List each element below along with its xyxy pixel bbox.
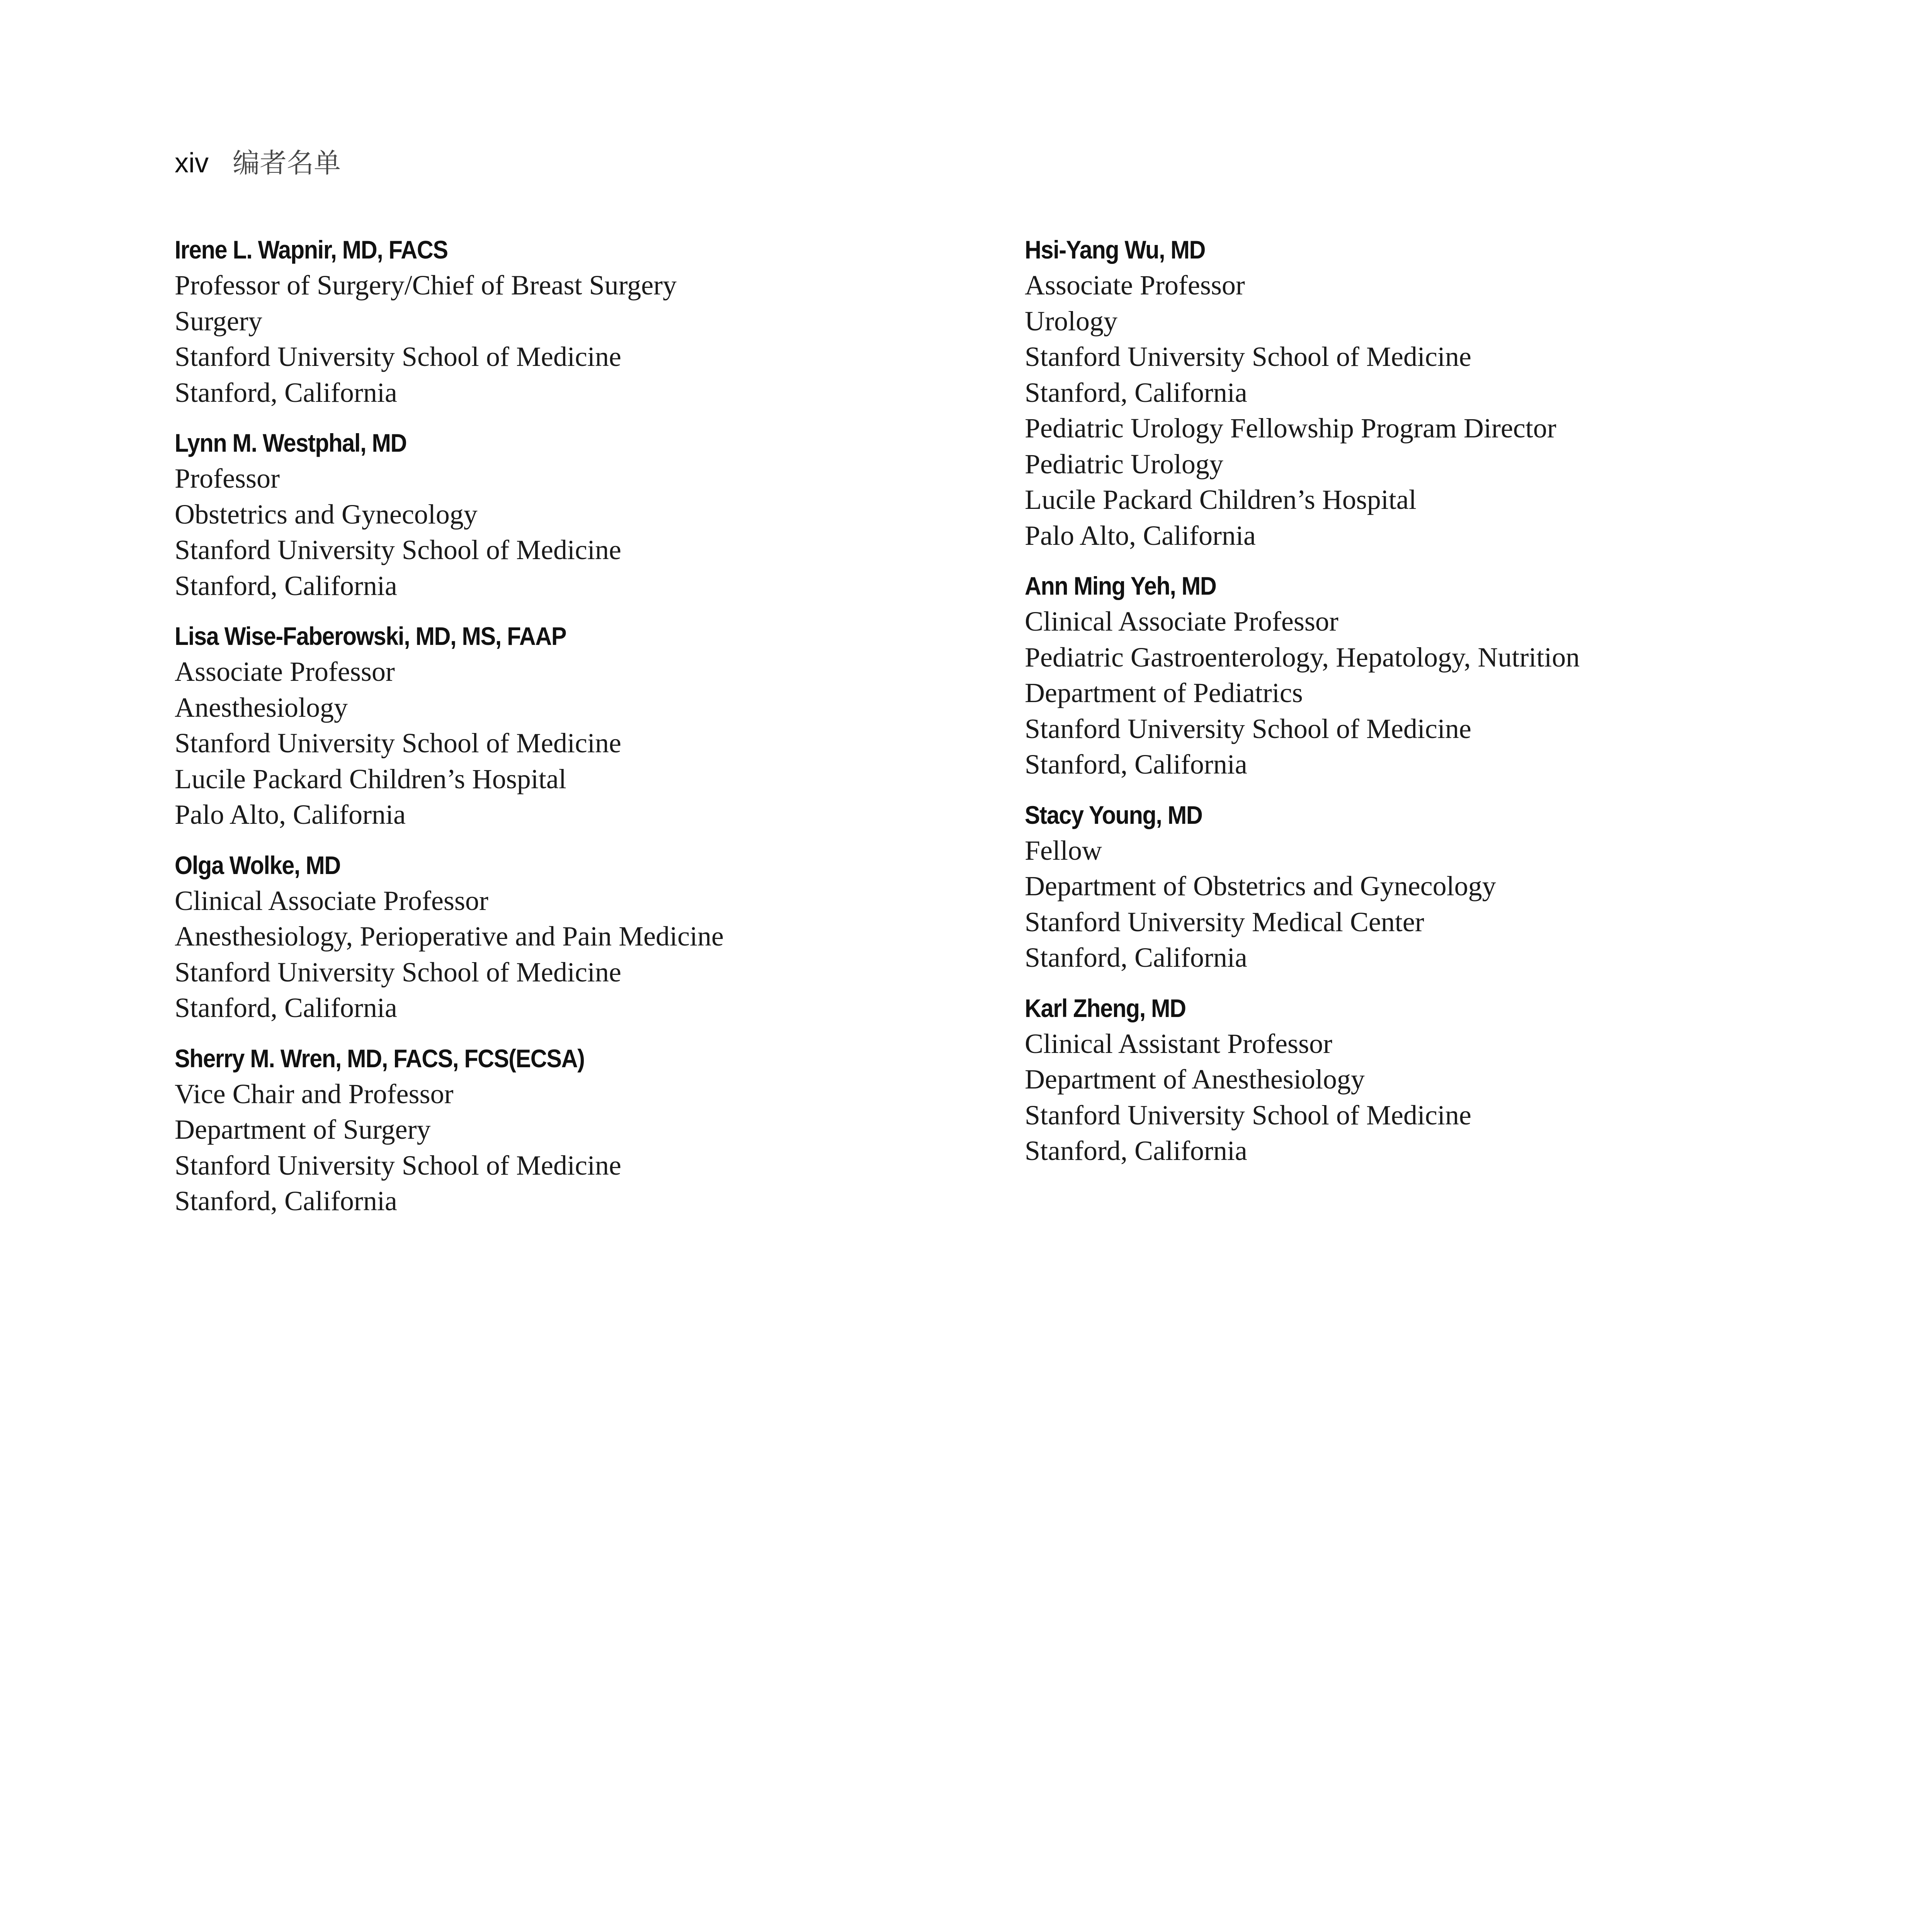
- contributor-affiliation-line: Stanford University School of Medicine: [175, 956, 621, 988]
- contributor-entry: [175, 618, 986, 833]
- contributor-name: Lisa Wise-Faberowski, MD, MS, FAAP: [175, 622, 566, 650]
- section-title: 编者名单: [233, 147, 341, 179]
- contributor-name: Irene L. Wapnir, MD, FACS: [175, 235, 448, 264]
- contributor-name: Sherry M. Wren, MD, FACS, FCS(ECSA): [175, 1044, 585, 1073]
- contributor-affiliation-line: Stanford, California: [1025, 749, 1247, 780]
- contributor-affiliation-line: Pediatric Gastroenterology, Hepatology, Nutrition: [1025, 641, 1580, 673]
- contributor-affiliation-line: Stanford, California: [175, 570, 397, 601]
- contributor-affiliation-line: Department of Pediatrics: [1025, 677, 1303, 708]
- contributor-name: Karl Zheng, MD: [1025, 993, 1186, 1022]
- contributor-affiliation-line: Stanford University School of Medicine: [1025, 713, 1471, 744]
- contributor-affiliation-line: Clinical Assistant Professor: [1025, 1028, 1332, 1059]
- contributor-affiliation-line: Fellow: [1025, 835, 1102, 866]
- contributor-affiliation-line: Stanford University School of Medicine: [1025, 341, 1471, 372]
- contributor-name: Hsi-Yang Wu, MD: [1025, 235, 1206, 264]
- contributor-affiliation-line: Anesthesiology: [175, 692, 348, 723]
- contributor-affiliation-line: Clinical Associate Professor: [175, 885, 488, 916]
- contributor-affiliation-line: Vice Chair and Professor: [175, 1078, 454, 1109]
- contributor-affiliation-line: Stanford University School of Medicine: [175, 534, 621, 565]
- contributor-name: Ann Ming Yeh, MD: [1025, 571, 1216, 600]
- contributor-affiliation-line: Stanford, California: [1025, 942, 1247, 973]
- contributor-affiliation-line: Stanford, California: [175, 1185, 397, 1216]
- contributor-affiliation-line: Palo Alto, California: [1025, 520, 1256, 551]
- contributor-affiliation-line: Professor: [175, 463, 280, 494]
- contributor-affiliation-line: Associate Professor: [175, 656, 395, 687]
- page-header: [175, 149, 341, 177]
- contributor-affiliation-line: Surgery: [175, 305, 262, 337]
- contributor-entry: [1025, 797, 1855, 976]
- contributor-name: Stacy Young, MD: [1025, 800, 1202, 829]
- contributor-entry: [1025, 232, 1855, 553]
- contributor-entry: [175, 1041, 986, 1219]
- contributor-affiliation-line: Department of Surgery: [175, 1114, 431, 1145]
- contributor-affiliation-line: Lucile Packard Children’s Hospital: [1025, 484, 1417, 515]
- contributor-name: Olga Wolke, MD: [175, 850, 340, 879]
- contributor-entry: [175, 232, 986, 410]
- contributor-entry: [175, 425, 986, 604]
- contributor-affiliation-line: Associate Professor: [1025, 270, 1245, 301]
- contributor-entry: [175, 847, 986, 1026]
- contributor-affiliation-line: Pediatric Urology Fellowship Program Director: [1025, 413, 1556, 444]
- contributor-affiliation-line: Obstetrics and Gynecology: [175, 498, 478, 530]
- contributor-affiliation-line: Urology: [1025, 305, 1117, 337]
- contributor-affiliation-line: Lucile Packard Children’s Hospital: [175, 763, 566, 794]
- contributor-name: Lynn M. Westphal, MD: [175, 429, 407, 457]
- contributor-affiliation-line: Stanford University School of Medicine: [1025, 1099, 1471, 1131]
- contributor-affiliation-line: Palo Alto, California: [175, 799, 406, 830]
- contributor-entry: [1025, 568, 1855, 782]
- contributor-entry: [1025, 990, 1855, 1169]
- contributors-column-left: [175, 232, 986, 1234]
- contributor-affiliation-line: Stanford University School of Medicine: [175, 341, 621, 372]
- contributor-affiliation-line: Department of Anesthesiology: [1025, 1064, 1365, 1095]
- contributor-affiliation-line: Stanford University School of Medicine: [175, 728, 621, 759]
- contributor-affiliation-line: Clinical Associate Professor: [1025, 606, 1338, 637]
- contributor-affiliation-line: Stanford, California: [175, 992, 397, 1023]
- contributor-affiliation-line: Stanford University Medical Center: [1025, 906, 1424, 937]
- contributor-affiliation-line: Stanford University School of Medicine: [175, 1150, 621, 1181]
- page-number: xiv: [175, 148, 209, 179]
- contributor-affiliation-line: Department of Obstetrics and Gynecology: [1025, 871, 1496, 901]
- contributors-column-right: [1025, 232, 1855, 1184]
- contributor-affiliation-line: Anesthesiology, Perioperative and Pain Medicine: [175, 921, 724, 952]
- contributor-affiliation-line: Stanford, California: [1025, 377, 1247, 408]
- contributor-affiliation-line: Stanford, California: [1025, 1135, 1247, 1166]
- contributor-affiliation-line: Professor of Surgery/Chief of Breast Surgery: [175, 270, 677, 301]
- contributor-affiliation-line: Stanford, California: [175, 377, 397, 408]
- contributor-affiliation-line: Pediatric Urology: [1025, 448, 1223, 480]
